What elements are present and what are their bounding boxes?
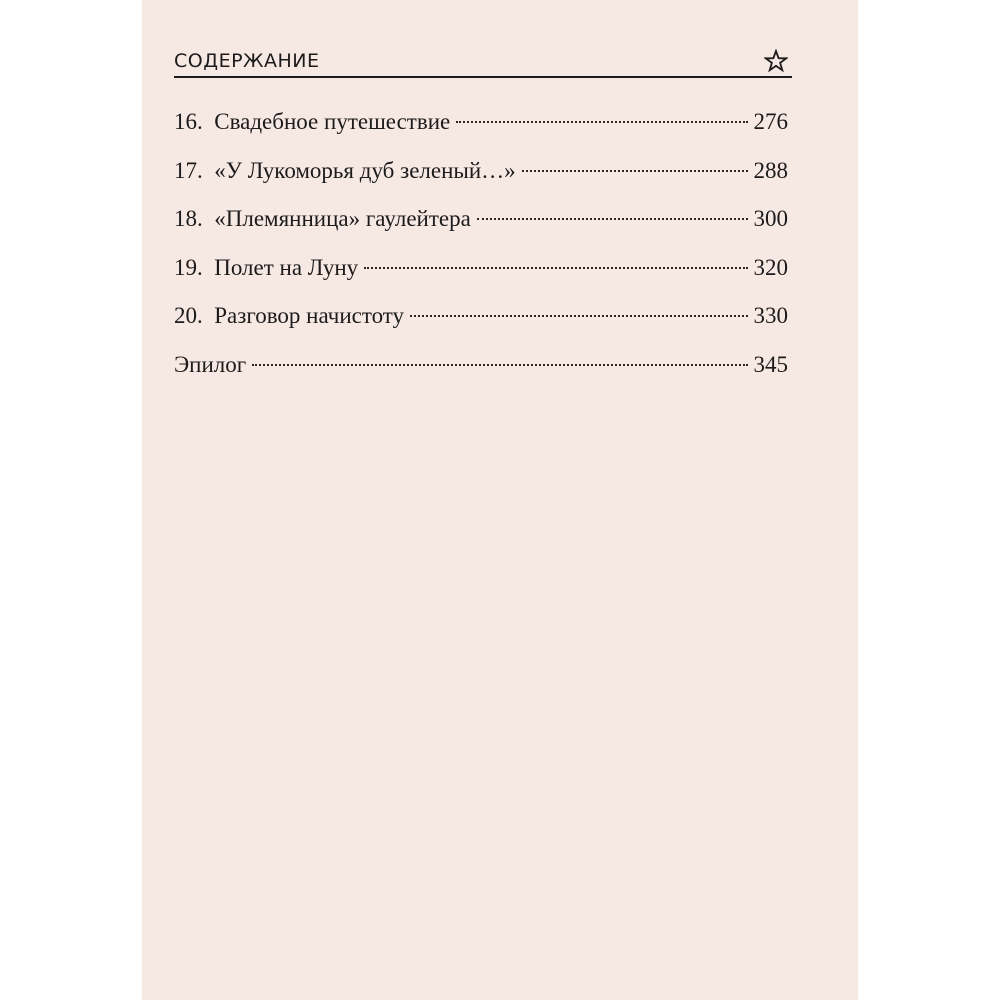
toc-entry	[174, 98, 788, 147]
dot-leader	[522, 170, 748, 172]
toc-entry-title: Свадебное путешествие	[214, 109, 451, 134]
toc-entry-title: «Племянница» гаулейтера	[214, 206, 471, 232]
toc-entry-page: 276	[753, 109, 788, 134]
toc-entry-number: 20.	[174, 303, 203, 329]
running-header	[174, 48, 792, 78]
toc-entry	[174, 195, 788, 244]
dot-leader	[364, 267, 747, 269]
toc-entry-title: Эпилог	[174, 351, 247, 377]
toc-entry-title: Полет на Луну	[214, 254, 359, 280]
toc-entry-page: 288	[753, 157, 788, 183]
toc-entry-title: «У Лукоморья дуб зеленый…»	[214, 157, 516, 183]
toc-entry-page: 300	[753, 206, 788, 232]
dot-leader	[456, 121, 747, 123]
toc-entry-number: 18.	[174, 206, 203, 232]
toc-entry-page: 330	[753, 303, 788, 329]
table-of-contents	[174, 98, 788, 390]
toc-entry-number: 16.	[174, 109, 203, 134]
toc-entry	[174, 244, 788, 293]
toc-entry-page: 320	[753, 254, 788, 280]
dot-leader	[252, 364, 747, 366]
toc-entry-page: 345	[753, 351, 788, 377]
header-rule	[174, 76, 792, 78]
dot-leader	[477, 218, 748, 220]
toc-entry	[174, 147, 788, 196]
star-icon	[764, 49, 788, 73]
toc-entry-title: Разговор начистоту	[214, 303, 405, 329]
toc-entry	[174, 341, 788, 390]
toc-entry-number: 17.	[174, 157, 203, 183]
toc-entry	[174, 292, 788, 341]
header-title: СОДЕРЖАНИЕ	[174, 50, 320, 72]
toc-entry-number: 19.	[174, 254, 203, 280]
dot-leader	[410, 315, 747, 317]
